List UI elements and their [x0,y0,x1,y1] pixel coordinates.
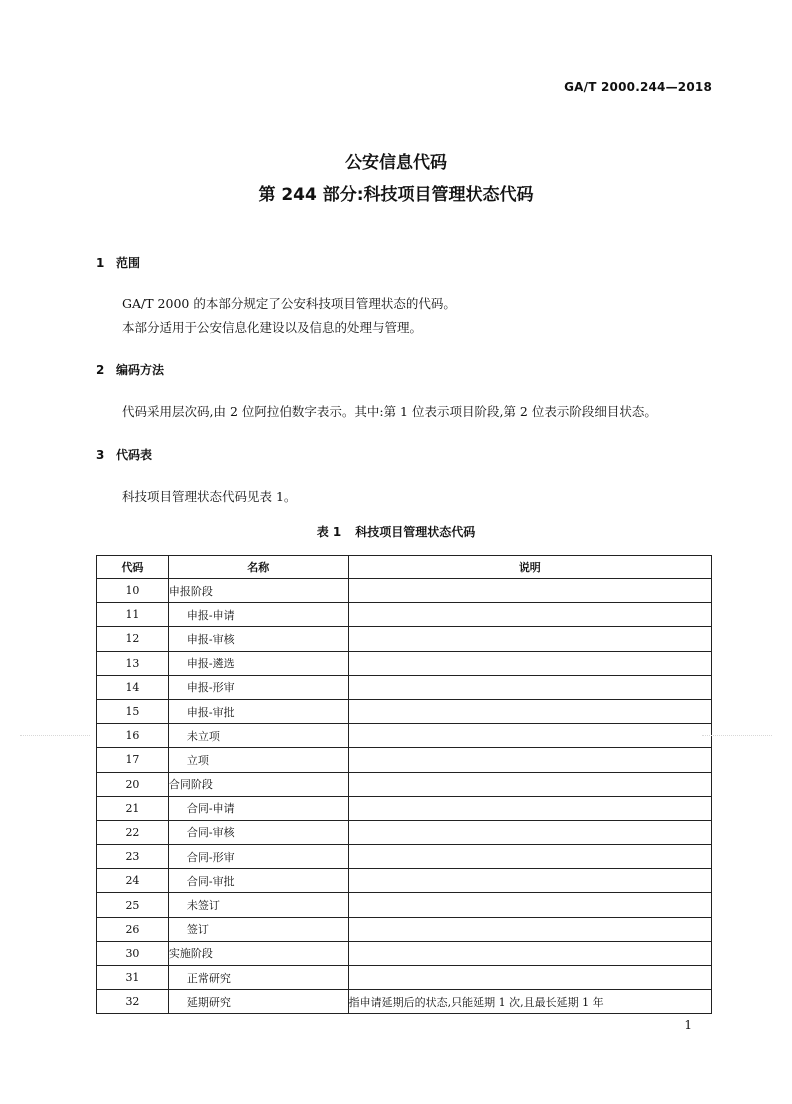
cell-code: 13 [97,651,169,675]
cell-description [348,627,711,651]
table-row [97,651,712,675]
cell-code: 32 [97,990,169,1014]
page-number: 1 [684,1018,692,1032]
cell-code: 15 [97,699,169,723]
table-row [97,699,712,723]
scope-paragraph-1: GA/T 2000 的本部分规定了公安科技项目管理状态的代码。 [122,296,456,311]
code-table [96,555,712,1014]
cell-name: 签订 [168,917,348,941]
cell-description [348,603,711,627]
standard-number: GA/T 2000.244—2018 [564,80,712,94]
scope-paragraph-2: 本部分适用于公安信息化建设以及信息的处理与管理。 [122,320,423,335]
table-row [97,603,712,627]
scan-artifact-left [20,735,90,736]
cell-name: 合同-审批 [168,869,348,893]
cell-description [348,579,711,603]
scan-artifact-right [702,735,772,736]
cell-name: 立项 [168,748,348,772]
cell-name: 申报-申请 [168,603,348,627]
cell-code: 14 [97,675,169,699]
section-title: 代码表 [116,448,153,462]
cell-code: 10 [97,579,169,603]
cell-description [348,651,711,675]
table-caption-title: 科技项目管理状态代码 [355,525,476,539]
coding-method-paragraph: 代码采用层次码,由 2 位阿拉伯数字表示。其中:第 1 位表示项目阶段,第 2 位表示阶段细目状态。 [122,404,657,419]
table-body [97,579,712,1014]
cell-name: 申报阶段 [168,579,348,603]
section-heading-scope [96,254,140,271]
cell-code: 23 [97,845,169,869]
cell-code: 11 [97,603,169,627]
cell-code: 21 [97,796,169,820]
document-subtitle: 第 244 部分:科技项目管理状态代码 [258,185,534,205]
cell-description [348,893,711,917]
header-name: 名称 [168,556,348,579]
cell-description: 指申请延期后的状态,只能延期 1 次,且最长延期 1 年 [348,990,711,1014]
section-heading-code-table [96,446,152,463]
document-title: 公安信息代码 [345,153,447,173]
cell-name: 正常研究 [168,966,348,990]
section-title: 编码方法 [116,363,165,377]
table-row [97,820,712,844]
cell-code: 12 [97,627,169,651]
cell-name: 未立项 [168,724,348,748]
table-row [97,579,712,603]
table-row [97,941,712,965]
cell-name: 申报-审批 [168,699,348,723]
section-heading-coding-method [96,361,164,378]
section-number: 1 [96,256,105,270]
cell-name: 实施阶段 [168,941,348,965]
table-row [97,627,712,651]
cell-code: 25 [97,893,169,917]
cell-description [348,675,711,699]
section-title: 范围 [116,256,141,270]
cell-description [348,869,711,893]
table-row [97,990,712,1014]
table-row [97,796,712,820]
table-row [97,966,712,990]
cell-name: 延期研究 [168,990,348,1014]
cell-name: 合同-审核 [168,820,348,844]
cell-description [348,724,711,748]
table-row [97,869,712,893]
table-row [97,845,712,869]
cell-description [348,772,711,796]
code-table-paragraph: 科技项目管理状态代码见表 1。 [122,489,297,504]
header-code: 代码 [97,556,169,579]
cell-description [348,699,711,723]
table-row [97,917,712,941]
section-number: 3 [96,448,105,462]
cell-description [348,845,711,869]
cell-description [348,917,711,941]
table-row [97,772,712,796]
cell-name: 合同阶段 [168,772,348,796]
cell-description [348,966,711,990]
cell-code: 20 [97,772,169,796]
table-header-row [97,556,712,579]
cell-description [348,941,711,965]
cell-code: 30 [97,941,169,965]
table-caption-number: 表 1 [316,525,342,539]
cell-name: 申报-遴选 [168,651,348,675]
table-row [97,675,712,699]
cell-code: 17 [97,748,169,772]
cell-name: 申报-审核 [168,627,348,651]
cell-code: 24 [97,869,169,893]
table-caption [0,523,792,540]
table-row [97,748,712,772]
cell-name: 合同-形审 [168,845,348,869]
section-number: 2 [96,363,105,377]
cell-code: 16 [97,724,169,748]
cell-code: 31 [97,966,169,990]
cell-name: 申报-形审 [168,675,348,699]
table-row [97,893,712,917]
table-row [97,724,712,748]
cell-code: 26 [97,917,169,941]
cell-description [348,796,711,820]
header-description: 说明 [348,556,711,579]
cell-name: 未签订 [168,893,348,917]
cell-name: 合同-申请 [168,796,348,820]
cell-description [348,820,711,844]
cell-description [348,748,711,772]
cell-code: 22 [97,820,169,844]
